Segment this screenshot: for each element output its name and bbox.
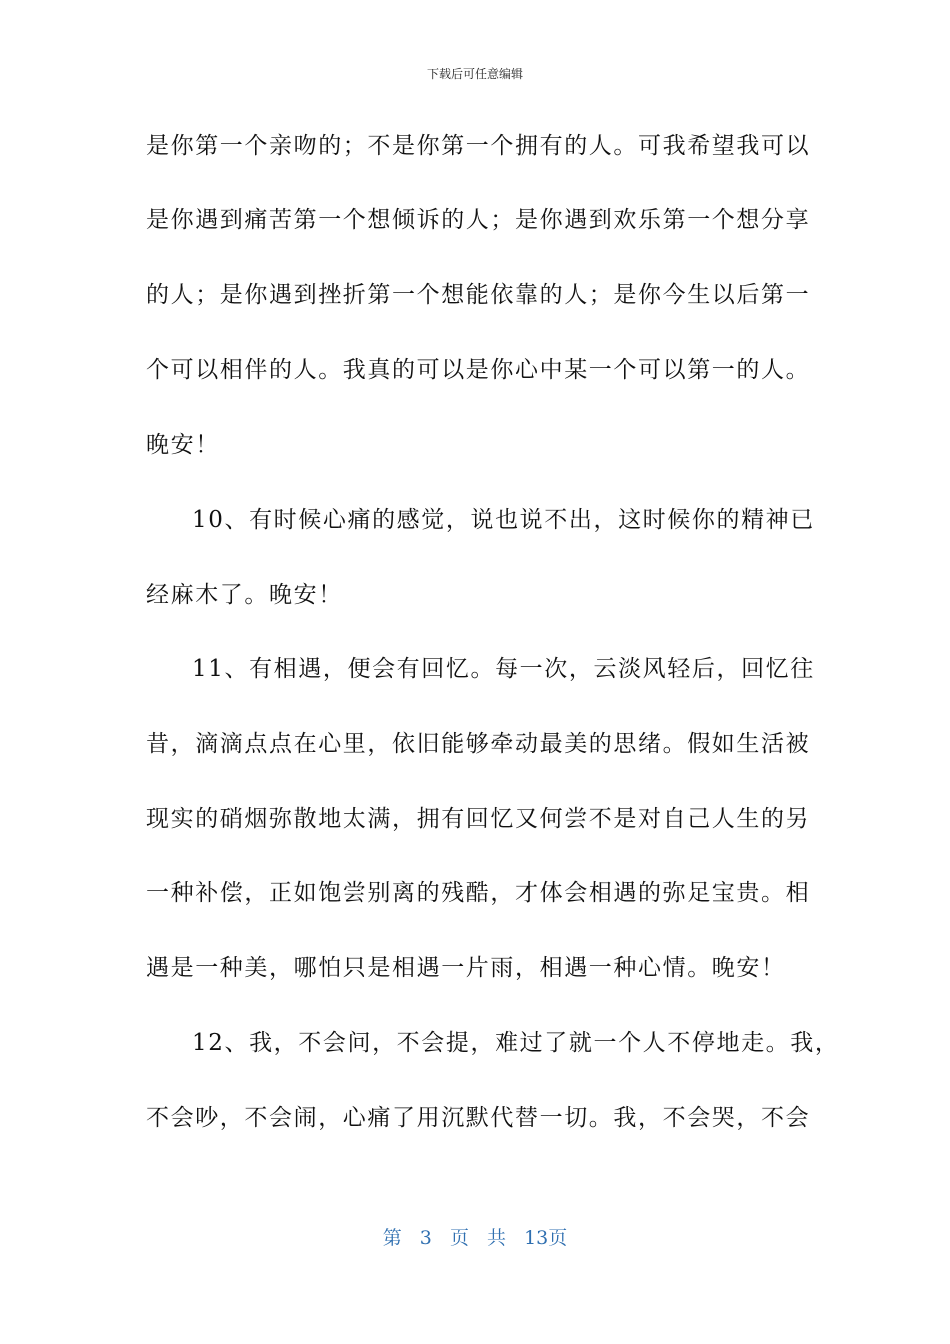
footer-ye: 页 xyxy=(449,1227,469,1249)
text-line: 经麻木了。晚安！ xyxy=(146,582,343,608)
text-line: 的人；是你遇到挫折第一个想能依靠的人；是你今生以后第一 xyxy=(146,282,811,308)
text-line: 现实的硝烟弥散地太满，拥有回忆又何尝不是对自己人生的另 xyxy=(146,806,811,832)
page-footer xyxy=(0,1226,950,1250)
text-line: 12、我，不会问，不会提，难过了就一个人不停地走。我， xyxy=(192,1030,840,1056)
page-header-note: 下载后可任意编辑 xyxy=(426,67,523,81)
footer-gong: 共 xyxy=(487,1227,507,1249)
text-line: 10、有时候心痛的感觉，说也说不出，这时候你的精神已 xyxy=(192,507,815,533)
text-line: 晚安！ xyxy=(146,432,220,458)
text-line: 不会吵，不会闹，心痛了用沉默代替一切。我，不会哭，不会 xyxy=(146,1105,811,1131)
text-line: 昔，滴滴点点在心里，依旧能够牵动最美的思绪。假如生活被 xyxy=(146,731,811,757)
text-line: 一种补偿，正如饱尝别离的残酷，才体会相遇的弥足宝贵。相 xyxy=(146,880,811,906)
text-line: 是你遇到痛苦第一个想倾诉的人；是你遇到欢乐第一个想分享 xyxy=(146,207,811,233)
text-line: 11、有相遇，便会有回忆。每一次，云淡风轻后，回忆往 xyxy=(192,656,815,682)
text-line: 遇是一种美，哪怕只是相遇一片雨，相遇一种心情。晚安！ xyxy=(146,955,786,981)
footer-di: 第 xyxy=(382,1227,402,1249)
footer-page-number: 3 xyxy=(419,1227,432,1249)
text-line: 是你第一个亲吻的；不是你第一个拥有的人。可我希望我可以 xyxy=(146,133,811,159)
text-line: 个可以相伴的人。我真的可以是你心中某一个可以第一的人。 xyxy=(146,357,811,383)
footer-total-pages: 13页 xyxy=(524,1227,568,1249)
